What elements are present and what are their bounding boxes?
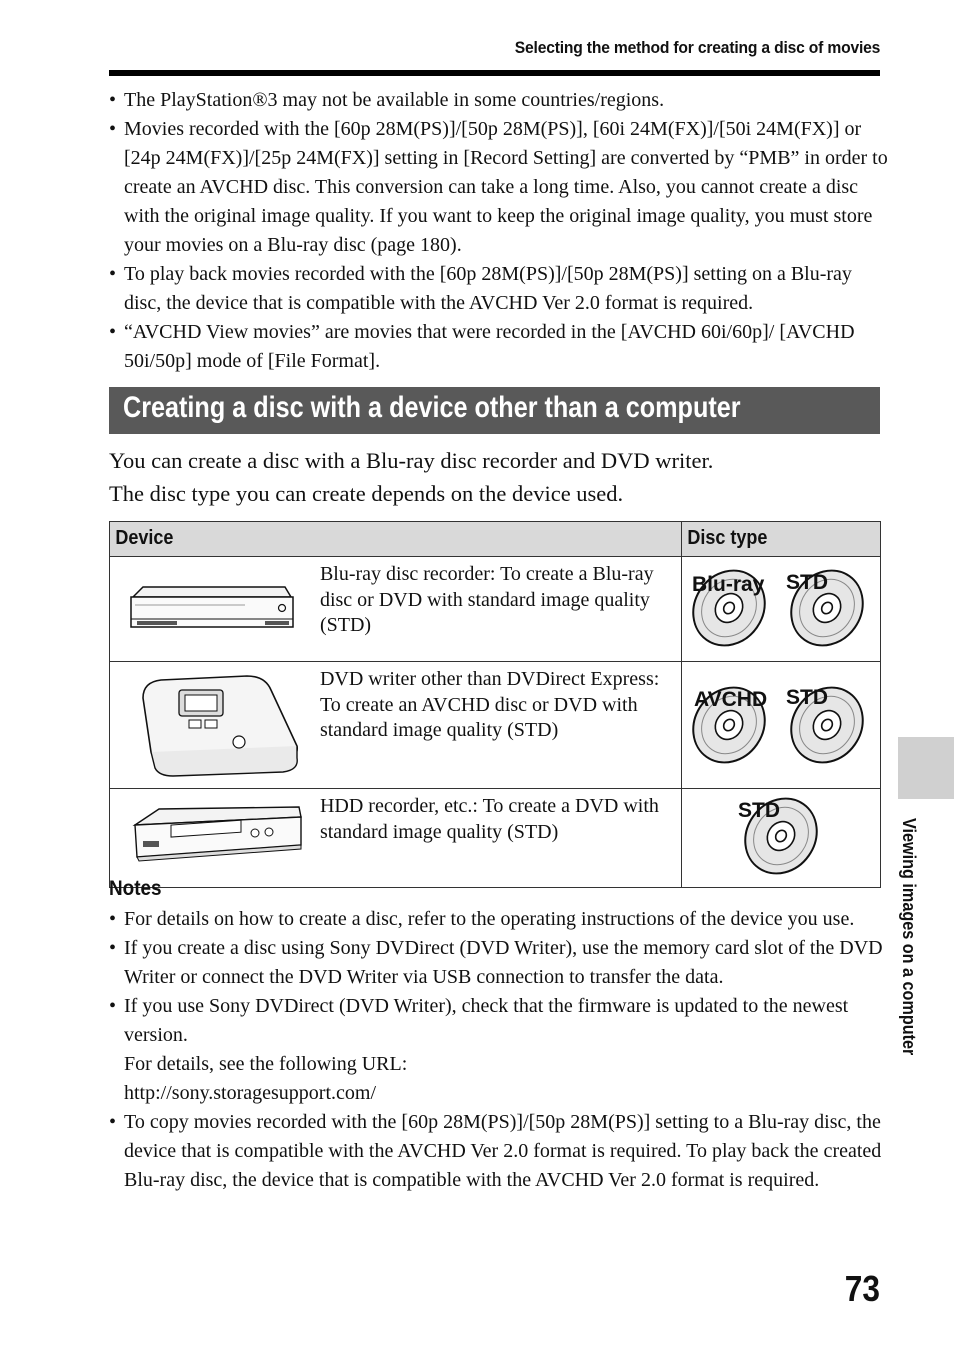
top-bullet-list <box>109 86 889 376</box>
section-banner <box>109 387 880 434</box>
disc-label: AVCHD <box>693 688 768 711</box>
page-number: 73 <box>844 1268 880 1309</box>
disc-label: STD <box>737 799 780 822</box>
section-title: Creating a disc with a device other than a computer <box>123 391 741 424</box>
intro-line: The disc type you can create depends on the device used. <box>109 481 624 506</box>
disc-label: STD <box>785 571 828 594</box>
table-row <box>110 557 881 662</box>
chapter-side-label: Viewing images on a computer <box>899 818 919 1056</box>
hdd-recorder-image <box>110 789 310 888</box>
header-rule <box>109 70 880 76</box>
chapter-tab <box>898 737 954 799</box>
running-header: Selecting the method for creating a disc of movies <box>514 38 880 57</box>
disc-type-cell <box>681 789 880 888</box>
disc-type-cell <box>681 557 880 662</box>
list-item: • To play back movies recorded with the [60p 28M(PS)]/[50p 28M(PS)] setting on a Blu-ray disc, the device that is compatible with the AVCHD Ver 2.0 format is required. <box>109 260 889 318</box>
list-item: • Movies recorded with the [60p 28M(PS)]/[50p 28M(PS)], [60i 24M(FX)]/[50i 24M(FX)] or [24p 24M(FX)]/[25p 24M(FX)] setting in [Record Setting] are converted by “PMB” in order to create an AVCHD disc. This conversion can take a long time. Also, you cannot create a disc with the original image quality. If you want to keep the original image quality, you must store your movies on a Blu-ray disc (page 180). <box>109 115 889 260</box>
device-table <box>109 521 881 888</box>
note-subline: For details, see the following URL: <box>124 1053 408 1075</box>
notes-list <box>109 905 889 1195</box>
list-item: • If you create a disc using Sony DVDirect (DVD Writer), use the memory card slot of the DVD Writer or connect the DVD Writer via USB connection to transfer the data. <box>109 934 889 992</box>
bluray-recorder-image <box>110 557 310 662</box>
disc-type-column-header: Disc type <box>681 522 880 557</box>
device-description: DVD writer other than DVDirect Express: To create an AVCHD disc or DVD with standard image quality (STD) <box>310 662 682 789</box>
intro-line: You can create a disc with a Blu-ray disc recorder and DVD writer. <box>109 448 714 473</box>
notes-heading: Notes <box>109 877 162 900</box>
list-item: • To copy movies recorded with the [60p 28M(PS)]/[50p 28M(PS)] setting to a Blu-ray disc, the device that is compatible with the AVCHD Ver 2.0 format is required. To play back the created Blu-ray disc, the device that is compatible with the AVCHD Ver 2.0 format is required. <box>109 1108 889 1195</box>
disc-label: Blu-ray <box>691 573 765 596</box>
intro-text <box>109 444 889 510</box>
list-item: • If you use Sony DVDirect (DVD Writer), check that the firmware is updated to the newest version. For details, see the following URL: http://sony.storagesupport.com/ <box>109 992 889 1108</box>
table-row <box>110 662 881 789</box>
device-description: Blu-ray disc recorder: To create a Blu-ray disc or DVD with standard image quality (STD) <box>310 557 682 662</box>
dvd-writer-image <box>110 662 310 789</box>
disc-label: STD <box>785 686 828 709</box>
device-column-header: Device <box>110 522 682 557</box>
device-description: HDD recorder, etc.: To create a DVD with standard image quality (STD) <box>310 789 682 888</box>
table-row <box>110 789 881 888</box>
list-item: • For details on how to create a disc, refer to the operating instructions of the device you use. <box>109 905 889 934</box>
list-item: • The PlayStation®3 may not be available in some countries/regions. <box>109 86 889 115</box>
list-item: • “AVCHD View movies” are movies that were recorded in the [AVCHD 60i/60p]/ [AVCHD 50i/50p] mode of [File Format]. <box>109 318 889 376</box>
note-url: http://sony.storagesupport.com/ <box>124 1082 377 1104</box>
disc-type-cell <box>681 662 880 789</box>
